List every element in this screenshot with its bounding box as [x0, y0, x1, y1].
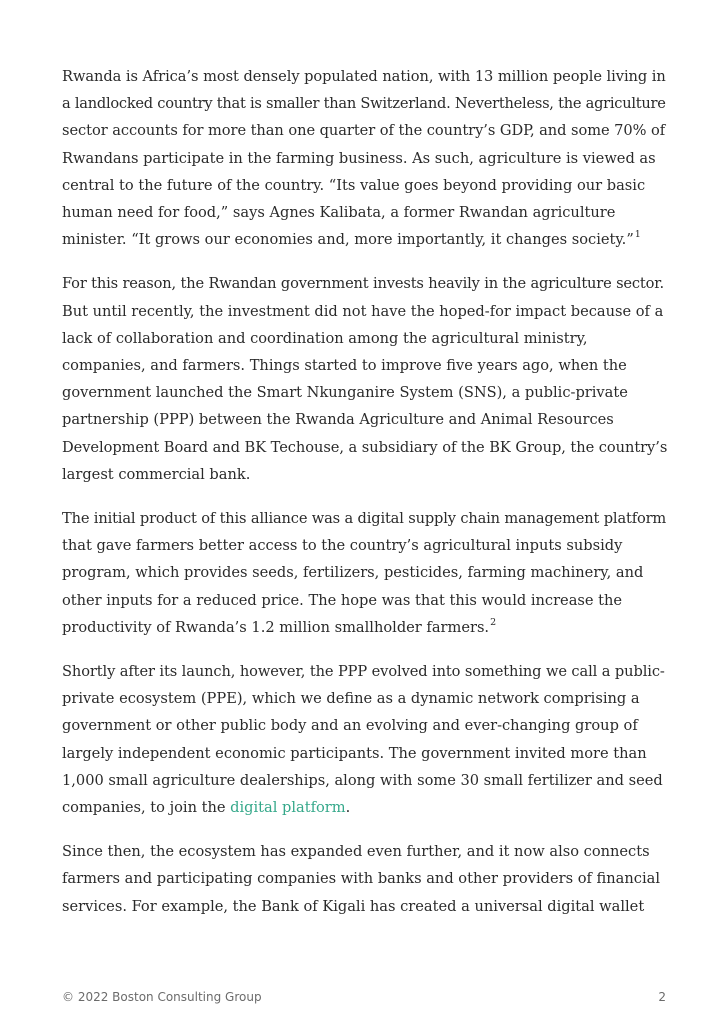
text-line: government or other public body and an evolving and ever-changing group of	[62, 717, 638, 735]
text-line: companies, and farmers. Things started to improve five years ago, when the	[62, 357, 627, 375]
text-line-content: productivity of Rwanda’s 1.2 million smallholder farmers.	[62, 618, 490, 636]
text-line: a landlocked country that is smaller than Switzerland. Nevertheless, the agriculture	[62, 95, 666, 113]
digital-platform-link[interactable]: digital platform	[230, 799, 346, 817]
text-line: private ecosystem (PPE), which we define as a dynamic network comprising a	[62, 690, 640, 708]
text-line: program, which provides seeds, fertilizers, pesticides, farming machinery, and	[62, 564, 644, 582]
footer-copyright: © 2022 Boston Consulting Group	[62, 990, 262, 1004]
text-line: The initial product of this alliance was a digital supply chain management platform	[62, 510, 667, 528]
text-line: Shortly after its launch, however, the PPP evolved into something we call a public-	[62, 663, 665, 681]
text-line	[62, 614, 667, 641]
text-line: that gave farmers better access to the country’s agricultural inputs subsidy	[62, 537, 623, 555]
text-line: For this reason, the Rwandan government invests heavily in the agriculture sector.	[62, 275, 664, 293]
text-line: partnership (PPP) between the Rwanda Agriculture and Animal Resources	[62, 411, 614, 429]
text-line: other inputs for a reduced price. The hope was that this would increase the	[62, 591, 623, 609]
text-line: Development Board and BK Techouse, a subsidiary of the BK Group, the country’s	[62, 438, 668, 456]
text-line: human need for food,” says Agnes Kalibata, a former Rwandan agriculture	[62, 204, 616, 222]
text-line: central to the future of the country. “Its value goes beyond providing our basic	[62, 176, 646, 194]
footnote-marker[interactable]: 2	[490, 617, 497, 628]
page-number: 2	[658, 990, 666, 1004]
text-line: Rwanda is Africa’s most densely populated nation, with 13 million people living in	[62, 68, 666, 85]
paragraph-3	[62, 505, 667, 641]
text-line-content: companies, to join the	[62, 799, 231, 817]
text-line: But until recently, the investment did not have the hoped-for impact because of a	[62, 302, 664, 320]
paragraph-1	[62, 63, 667, 253]
text-line: services. For example, the Bank of Kigali has created a universal digital wallet	[62, 897, 645, 915]
text-line: sector accounts for more than one quarter of the country’s GDP, and some 70% of	[62, 122, 666, 140]
paragraph-4	[62, 658, 667, 821]
footnote-marker[interactable]: 1	[634, 229, 641, 241]
text-line-content: minister. “It grows our economies and, more importantly, it changes society.”	[62, 231, 634, 249]
text-line: government launched the Smart Nkunganire System (SNS), a public-private	[62, 384, 628, 402]
text-line: farmers and participating companies with banks and other providers of financial	[62, 870, 660, 888]
paragraph-2	[62, 270, 667, 488]
text-line: Rwandans participate in the farming business. As such, agriculture is viewed as	[62, 149, 656, 167]
text-line: Since then, the ecosystem has expanded even further, and it now also connects	[62, 843, 650, 861]
text-line: largely independent economic participants. The government invited more than	[62, 744, 647, 762]
text-line	[62, 226, 667, 253]
text-line: lack of collaboration and coordination among the agricultural ministry,	[62, 329, 588, 347]
text-line	[62, 794, 667, 821]
paragraph-5	[62, 838, 667, 920]
text-line-content: .	[345, 799, 351, 817]
body-text	[62, 63, 667, 937]
text-line: largest commercial bank.	[62, 465, 251, 483]
text-line: 1,000 small agriculture dealerships, along with some 30 small fertilizer and seed	[62, 771, 663, 789]
